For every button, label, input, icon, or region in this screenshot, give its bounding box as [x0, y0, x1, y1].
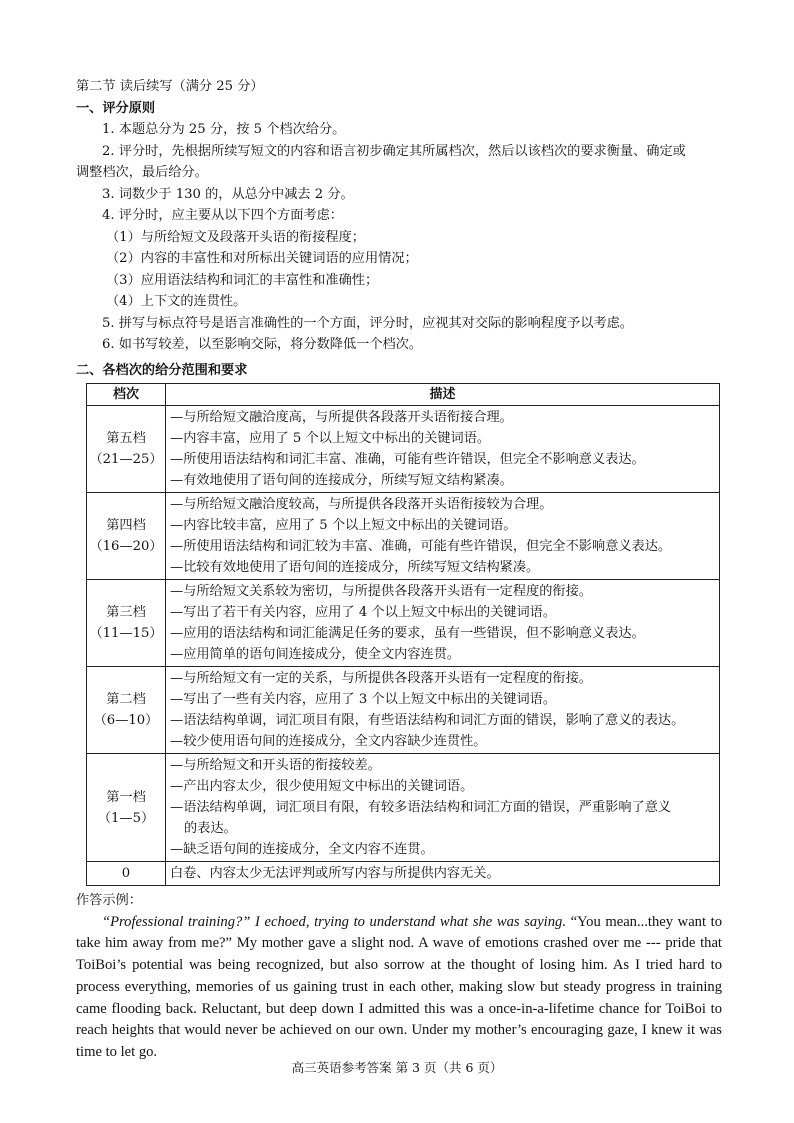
description-cell	[166, 406, 720, 493]
example-body: “You mean...they want to take him away from me?” My mother gave a slight nod. A wave of emotions crashed over me --- pride that ToiBoi’s potential was being recognized, but also sorrow at the thought of losing him. As I tried hard to process everything, memories of us gaining trust in each other, making slow but steady progress in training came flooding back. Reluctant, but deep down I admitted this was a once-in-a-lifetime chance for ToiBoi to reach heights that would never be achieved on our own. Under my mother’s encouraging gaze, I knew it was time to let go.	[76, 913, 722, 1061]
table-row	[87, 493, 720, 580]
column-header-description: 描述	[166, 384, 720, 406]
description-line: —语法结构单调，词汇项目有限，有些语法结构和词汇方面的错误，影响了意义的表达。	[170, 713, 685, 728]
level-cell	[87, 754, 166, 862]
level-range: （11—15）	[89, 626, 163, 641]
example-label: 作答示例：	[76, 893, 142, 908]
rule-item: 2. 评分时，先根据所续写短文的内容和语言初步确定其所属档次，然后以该档次的要求衡量、确定或	[102, 143, 686, 159]
rule-subitem: （3）应用语法结构和词汇的丰富性和准确性；	[106, 272, 379, 288]
description-line: —内容比较丰富，应用了 5 个以上短文中标出的关键词语。	[170, 518, 517, 533]
description-line: —与所给短文和开头语的衔接较差。	[170, 758, 381, 773]
answer-page	[76, 76, 722, 1064]
column-header-level: 档次	[87, 384, 166, 406]
table-row	[87, 580, 720, 667]
level-cell	[87, 862, 166, 886]
level-range: （21—25）	[89, 452, 163, 467]
description-line: —应用的语法结构和词汇能满足任务的要求，虽有一些错误，但不影响意义表达。	[170, 626, 645, 641]
description-line: —内容丰富，应用了 5 个以上短文中标出的关键词语。	[170, 431, 491, 446]
description-cell	[166, 754, 720, 862]
description-cell	[166, 580, 720, 667]
level-name: 第三档	[106, 605, 146, 620]
description-line: —写出了一些有关内容，应用了 3 个以上短文中标出的关键词语。	[170, 692, 557, 707]
description-cell	[166, 667, 720, 754]
description-line: —与所给短文关系较为密切，与所提供各段落开头语有一定程度的衔接。	[170, 584, 592, 599]
rule-subitem: （2）内容的丰富性和对所标出关键词语的应用情况；	[106, 251, 418, 266]
level-range: （1—5）	[97, 810, 155, 826]
description-line: —较少使用语句间的连接成分，全文内容缺少连贯性。	[170, 734, 487, 749]
level-cell	[87, 580, 166, 667]
rule-item: 1. 本题总分为 25 分，按 5 个档次给分。	[102, 122, 346, 137]
part1-heading: 一、评分原则	[76, 100, 156, 116]
level-name: 第五档	[106, 431, 146, 446]
table-row	[87, 862, 720, 886]
level-cell	[87, 667, 166, 754]
example-italic-opening: “Professional training?” I echoed, trying to understand what she was saying.	[102, 913, 566, 930]
description-line: —与所给短文有一定的关系，与所提供各段落开头语有一定程度的衔接。	[170, 671, 592, 686]
description-line: —比较有效地使用了语句间的连接成分，所续写短文结构紧凑。	[170, 560, 540, 575]
level-range: （6—10）	[93, 713, 159, 728]
rule-item: 4. 评分时，应主要从以下四个方面考虑：	[102, 208, 343, 223]
description-line: —缺乏语句间的连接成分，全文内容不连贯。	[170, 842, 434, 857]
description-line: —与所给短文融洽度高，与所提供各段落开头语衔接合理。	[170, 410, 513, 425]
rule-item-continuation: 调整档次，最后给分。	[76, 165, 208, 180]
level-name: 第一档	[106, 789, 146, 805]
rule-item: 6. 如书写较差，以至影响交际，将分数降低一个档次。	[102, 337, 423, 352]
example-paragraph	[76, 912, 722, 1065]
level-cell	[87, 493, 166, 580]
description-cell	[166, 862, 720, 886]
table-header-row	[87, 384, 720, 406]
description-line: —所使用语法结构和词汇较为丰富、准确，可能有些许错误，但完全不影响意义表达。	[170, 539, 672, 554]
description-line: —语法结构单调，词汇项目有限，有较多语法结构和词汇方面的错误，严重影响了意义	[170, 800, 672, 815]
level-name: 第四档	[106, 518, 146, 533]
description-line: —写出了若干有关内容，应用了 4 个以上短文中标出的关键词语。	[170, 605, 557, 620]
table-row	[87, 754, 720, 862]
description-line: —产出内容太少，很少使用短文中标出的关键词语。	[170, 779, 474, 794]
description-line: 白卷、内容太少无法评判或所写内容与所提供内容无关。	[170, 866, 500, 881]
part2-heading: 二、各档次的给分范围和要求	[76, 362, 248, 378]
description-cell	[166, 493, 720, 580]
description-line: —与所给短文融洽度较高，与所提供各段落开头语衔接较为合理。	[170, 497, 553, 512]
level-name: 第二档	[106, 692, 146, 707]
description-line: —有效地使用了语句间的连接成分，所续写短文结构紧凑。	[170, 473, 513, 488]
rule-subitem: （1）与所给短文及段落开头语的衔接程度；	[106, 229, 365, 245]
description-line-continuation: 的表达。	[184, 821, 237, 836]
description-line: —应用简单的语句间连接成分，使全文内容连贯。	[170, 647, 461, 662]
level-cell	[87, 406, 166, 493]
grading-table	[86, 383, 720, 886]
rule-item: 5. 拼写与标点符号是语言准确性的一个方面，评分时，应视其对交际的影响程度予以考虑。	[102, 315, 634, 331]
table-row	[87, 667, 720, 754]
table-row	[87, 406, 720, 493]
page-footer: 高三英语参考答案 第 3 页（共 6 页）	[291, 1060, 503, 1075]
section-title: 第二节 读后续写（满分 25 分）	[76, 79, 264, 94]
level-range: （16—20）	[89, 539, 163, 554]
level-name: 0	[121, 866, 131, 881]
rule-subitem: （4）上下文的连贯性。	[106, 294, 247, 309]
rule-item: 3. 词数少于 130 的，从总分中减去 2 分。	[102, 186, 354, 202]
description-line: —所使用语法结构和词汇丰富、准确，可能有些许错误，但完全不影响意义表达。	[170, 452, 645, 467]
